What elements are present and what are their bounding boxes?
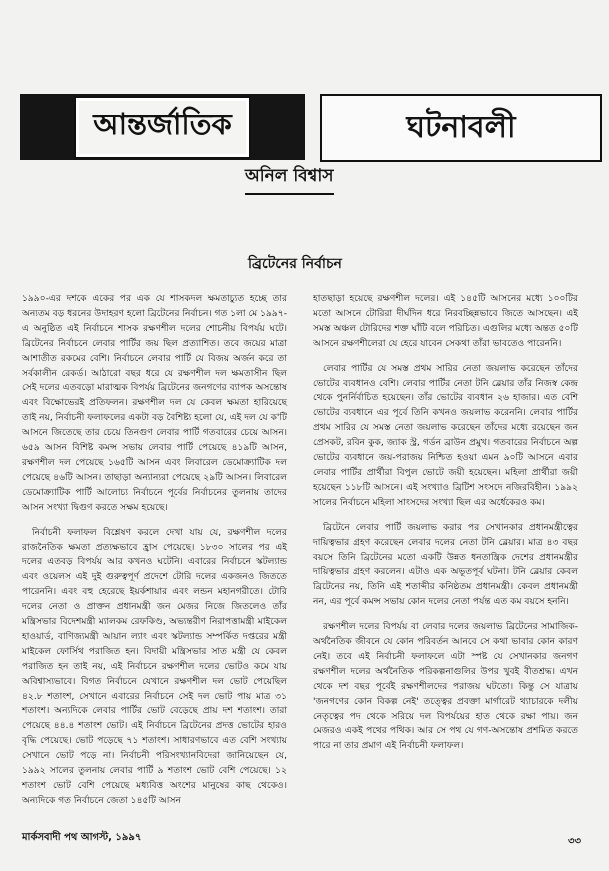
article-paragraph: রক্ষণশীল দলের বিপর্যয় বা লেবার দলের জয়লাভ ব্রিটেনের সামাজিক-অর্থনৈতিক জীবনে যে কোন পরিবর্তন আনবে সে কথা ভাবার কোন কারণ নেই। তবে এই নির্বাচনী ফলাফলে এটা স্পষ্ট যে সেখানকার জনগণ রক্ষণশীল দলের অর্থনৈতিক পরিকল্পনাগুলির উপর খুবই বীতশ্রদ্ধ। এখন থেকে দশ বছর পূর্বেই রক্ষণশীলদের পরাজয় ঘটতো। কিন্তু সে যাত্রায় 'জনগণের কোন বিকল্প নেই' তত্ত্বের প্রবক্তা মার্গারেট থ্যাচারকে দলীয় নেতৃত্বের পদ থেকে সরিয়ে দল বিপর্যয়ের হাত থেকে রক্ষা পায়। জন মেজরও একই পথের পথিক। আর সে পথ যে গণ-অসন্তোষ প্রশমিত করতে পারে না তার প্রমাণ এই নির্বাচনী ফলাফল। bbox=[313, 622, 578, 752]
article-title: ব্রিটেনের নির্বাচন bbox=[248, 256, 342, 272]
article-column-left bbox=[22, 292, 287, 819]
section-title-events: ঘটনাবলী bbox=[320, 94, 602, 162]
article-paragraph: ১৯৯০-এর দশকে একের পর এক যে শাসকদল ক্ষমতাচ্যুত হচ্ছে তার অন্যতম বড় ধরনের উদাহরণ হলো ব্রিটেনের নির্বাচন। গত ১লা মে ১৯৯৭-এ অনুষ্ঠিত এই নির্বাচনে শাসক রক্ষণশীল দলের শোচনীয় বিপর্যয় ঘটে। ব্রিটেনের নির্বাচনে লেবার পার্টির জয় ছিল প্রত্যাশিত। তবে জয়ের মাত্রা আশাতীত রকমের বেশি। নির্বাচনে লেবার পার্টি যে বিজয় অর্জন করে তা সর্বকালীন রেকর্ড। আঠারো বছর ধরে যে রক্ষণশীল দল ক্ষমতাসীন ছিল সেই দলের এতবড়ো মারাত্মক বিপর্যয় ব্রিটেনের জনগণের ব্যাপক অসন্তোষ এবং বিক্ষোভেরই প্রতিফলন। রক্ষণশীল দল যে কেবল ক্ষমতা হারিয়েছে তাই নয়, নির্বাচনী ফলাফলের একটা বড় বৈশিষ্ট্য হলো যে, এই দল যে ক'টি আসনে জিতেছে তার চেয়ে তিনগুণ লেবার পার্টি গতবারের চেয়ে আসন। ৬৫৯ আসন বিশিষ্ট কমন্স সভায় লেবার পার্টি পেয়েছে ৪১৯টি আসন, রক্ষণশীল দল পেয়েছে ১৬৫টি আসন এবং লিবারেল ডেমোক্র্যাটিক দল পেয়েছে ৪৬টি আসন। তাছাড়া অন্যান্যরা পেয়েছে ২৯টি আসন। লিবারেল ডেমোক্র্যাটিক পার্টি আলোচ্য নির্বাচনে পূর্বের নির্বাচনের তুলনায় তাদের আসন সংখ্যা দ্বিগুণ করতে সক্ষম হয়েছে। bbox=[22, 294, 287, 513]
article-paragraph: হাতছাড়া হয়েছে রক্ষণশীল দলের। এই ১৪৫টি আসনের মধ্যে ১০০টির মতো আসনে টোরিরা দীর্ঘদিন ধরে নিরবচ্ছিন্নভাবে জিতে আসছেন। এই সমস্ত অঞ্চল টোরিদের শক্ত ঘাঁটি বলে পরিচিত। এগুলির মধ্যে অন্তত ৫০টি আসনে রক্ষণশীলেরা যে হেরে যাবেন সেকথা তাঁরা ভাবতেও পারেননি। bbox=[313, 294, 578, 349]
publication-footer: মার্কসবাদী পথ আগস্ট, ১৯৯৭ bbox=[22, 832, 142, 843]
section-banner bbox=[20, 94, 600, 160]
article-paragraph: লেবার পার্টির যে সমস্ত প্রথম সারির নেতা জয়লাভ করেছেন তাঁদের ভোটের ব্যবধানও বেশি। লেবার পার্টির নেতা টনি ব্লেয়ার তাঁর নিজস্ব কেন্দ্র থেকে পুনর্নির্বাচিত হয়েছেন। তাঁর ভোটের ব্যবধান ২৬ হাজার। এত বেশি ভোটের ব্যবধানে এর পূর্বে তিনি কখনও জয়লাভ করেননি। লেবার পার্টির প্রথম সারির যে সমস্ত নেতা জয়লাভ করেছেন তাঁদের মধ্যে রয়েছেন জন প্রেসকট, রবিন কুক, জ্যাক স্ট্র, গর্ডন ব্রাউন প্রমুখ। গতবারের নির্বাচনে অল্প ভোটের ব্যবধানে জয়-পরাজয় নিশ্চিত হওয়া এমন ৯০টি আসনে এবার লেবার পার্টির প্রার্থীরা বিপুল ভোটে জয়ী হয়েছেন। মহিলা প্রার্থীরা জয়ী হয়েছেন ১১৮টি আসনে। এই সংখ্যাও ব্রিটিশ সংসদে নজিরবিহীন। ১৯৯২ সালের নির্বাচনে মহিলা সাংসদের সংখ্যা ছিল এর অর্ধেকেরও কম। bbox=[313, 363, 578, 508]
section-title-international: আন্তর্জাতিক bbox=[76, 98, 249, 157]
article-column-right bbox=[313, 292, 578, 764]
article-paragraph: নির্বাচনী ফলাফল বিশ্লেষণ করলে দেখা যায় যে, রক্ষণশীল দলের রাজনৈতিক ক্ষমতা প্রত্যক্ষভাবে হ্রাস পেয়েছে। ১৮৩০ সালের পর এই দলের এতবড় বিপর্যয় আর কখনও ঘটেনি। এবারের নির্বাচনে স্কটল্যান্ড এবং ওয়েলস এই দুই গুরুত্বপূর্ণ প্রদেশে টোরি দলের একজনও জিততে পারেননি। এবং বহু হেরেছে ইয়র্কশায়ার এবং লন্ডন মহানগরীতে। টোরি দলের নেতা ও প্রাক্তন প্রধানমন্ত্রী জন মেজর নিজে জিতলেও তাঁর মন্ত্রিসভার বিদেশমন্ত্রী ম্যালকম রেফকিণ্ড, অভ্যন্তরীণ নিরাপত্তামন্ত্রী মাইকেল হাওয়ার্ড, বাণিজ্যমন্ত্রী আয়ান ল্যাং এবং স্কটল্যান্ড সম্পর্কিত দপ্তরের মন্ত্রী মাইকেল ফোর্সিথ পরাজিত হন। বিদায়ী মন্ত্রিসভার সাত মন্ত্রী যে কেবল পরাজিত হন তাই নয়, এই নির্বাচনে রক্ষণশীল দলের ভোটও কমে যায় অবিশ্বাস্যভাবে। বিগত নির্বাচনে যেখানে রক্ষণশীল দল ভোট পেয়েছিল ৪২.৮ শতাংশ, সেখানে এবারের নির্বাচনে সেই দল ভোট পায় মাত্র ৩১ শতাংশ। অন্যদিকে লেবার পার্টির ভোট বেড়েছে প্রায় দশ শতাংশ। তারা পেয়েছে ৪৪.৪ শতাংশ ভোট। এই নির্বাচনে ব্রিটেনের প্রদত্ত ভোটের হারও বৃদ্ধি পেয়েছে। ভোট পড়েছে ৭১ শতাংশ। সাধারণভাবে এত বেশি সংখ্যায় সেখানে ভোট পড়ে না। নির্বাচনী পরিসংখ্যানবিদেরা জানিয়েছেন যে, ১৯৯২ সালের তুলনায় লেবার পার্টি ৯ শতাংশ ভোট বেশি পেয়েছে। ১২ শতাংশ ভোট বেশি পেয়েছে মধ্যবিত্ত অংশের মানুষের কাছ থেকেও। অন্যদিকে গত নির্বাচনে জেতা ১৪৫টি আসন bbox=[22, 527, 287, 806]
section-banner-left bbox=[20, 94, 305, 160]
author-name: অনিল বিশ্বাস bbox=[245, 163, 334, 195]
page-number: ৩৩ bbox=[568, 836, 582, 847]
article-paragraph: ব্রিটেনে লেবার পার্টি জয়লাভ করার পর সেখানকার প্রধানমন্ত্রীত্বের দায়িত্বভার গ্রহণ করেছেন লেবার দলের নেতা টনি ব্লেয়ার। মাত্র ৪৩ বছর বয়সে তিনি ব্রিটেনের মতো একটি উন্নত ধনতান্ত্রিক দেশের প্রধানমন্ত্রীর দায়িত্বভার গ্রহণ করলেন। এটাও এক অভূতপূর্ব ঘটনা। টনি ব্লেয়ার কেবল ব্রিটেনের নয়, তিনি এই শতাব্দীর কনিষ্ঠতম প্রধানমন্ত্রী। কেবল প্রধানমন্ত্রী নন, এর পূর্বে কমন্স সভায় কোন দলের নেতা পর্যন্ত এত কম বয়সে হননি। bbox=[313, 522, 578, 608]
